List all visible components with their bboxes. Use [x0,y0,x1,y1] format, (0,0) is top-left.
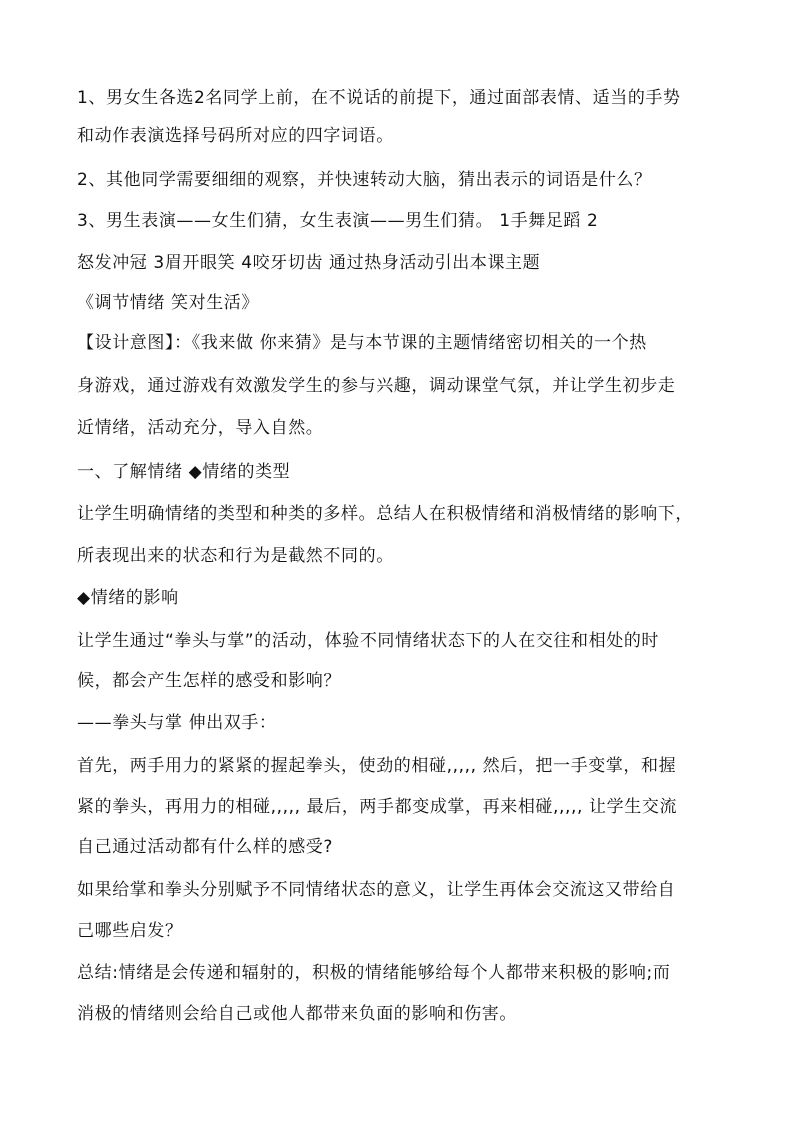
text-line-20: 如果给掌和拳头分别赋予不同情绪状态的意义，让学生再体会交流这又带给自 [77,880,676,900]
text-line-9: 近情绪，活动充分，导入自然。 [77,418,324,438]
text-line-1: 1、男女生各选2名同学上前，在不说话的前提下，通过面部表情、适当的手势 [77,88,681,108]
text-line-18: 紧的拳头，再用力的相碰,,,,, 最后，两手都变成掌，再来相碰,,,,, 让学生交流 [77,797,678,817]
text-line-6: 《调节情绪 笑对生活》 [77,293,260,313]
text-line-3: 2、其他同学需要细细的观察，并快速转动大脑，猜出表示的词语是什么？ [77,170,652,190]
text-line-7: 【设计意图】：《我来做 你来猜》是与本节课的主题情绪密切相关的一个热 [77,333,647,353]
text-line-21: 己哪些启发？ [77,921,183,941]
text-line-14: 让学生通过“拳头与掌”的活动，体验不同情绪状态下的人在交往和相处的时 [77,631,660,651]
text-line-2: 和动作表演选择号码所对应的四字词语。 [77,126,394,146]
text-line-8: 身游戏，通过游戏有效激发学生的参与兴趣，调动课堂气氛，并让学生初步走 [77,376,676,396]
text-line-22: 总结:情绪是会传递和辐射的，积极的情绪能够给每个人都带来积极的影响;而 [77,963,671,983]
text-line-4: 3、男生表演——女生们猜，女生表演——男生们猜。 1手舞足蹈 2 [77,211,599,231]
text-line-17: 首先，两手用力的紧紧的握起拳头，使劲的相碰,,,,, 然后，把一手变掌，和握 [77,756,677,776]
subsection-heading: ◆情绪的影响 [77,588,179,608]
text-line-23: 消极的情绪则会给自己或他人都带来负面的影响和伤害。 [77,1004,517,1024]
text-line-16: ——拳头与掌 伸出双手： [77,713,277,733]
section-heading: 一、了解情绪 ◆情绪的类型 [77,462,291,482]
text-line-15: 候，都会产生怎样的感受和影响？ [77,671,341,691]
text-line-12: 所表现出来的状态和行为是截然不同的。 [77,546,394,566]
text-line-11: 让学生明确情绪的类型和种类的多样。总结人在积极情绪和消极情绪的影响下， [77,504,693,524]
text-line-5: 怒发冲冠 3眉开眼笑 4咬牙切齿 通过热身活动引出本课主题 [77,253,541,273]
text-line-19: 自己通过活动都有什么样的感受? [77,837,334,857]
